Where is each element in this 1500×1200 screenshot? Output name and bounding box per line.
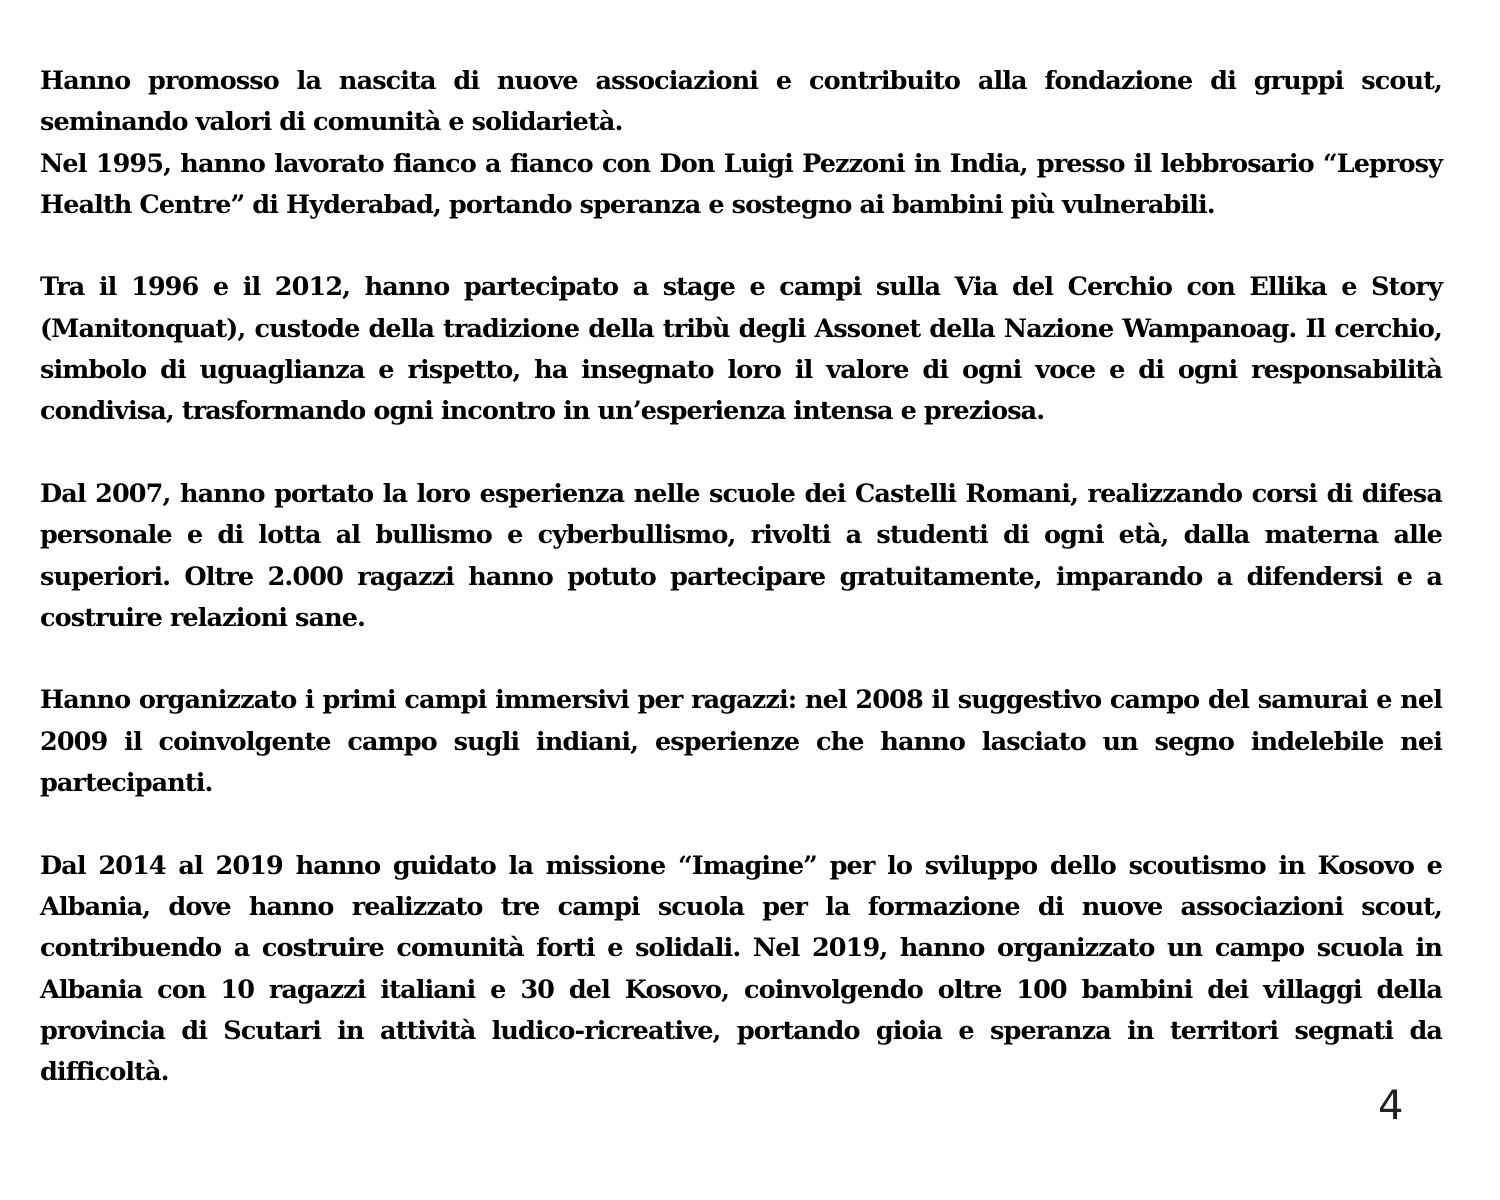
page-number: 4	[1378, 1083, 1404, 1129]
paragraph-associations: Hanno promosso la nascita di nuove associazioni e contribuito alla fondazione di gruppi scout, seminando valori di comunità e solidarietà.	[40, 66, 1442, 138]
body-text	[40, 61, 1442, 1093]
paragraph-india-1995: Nel 1995, hanno lavorato fianco a fianco con Don Luigi Pezzoni in India, presso il lebbrosario “Leprosy Health Centre” di Hyderabad, portando speranza e sostegno ai bambini più vulnerabili.	[40, 148, 1442, 220]
paragraph-immersive-camps: Hanno organizzato i primi campi immersivi per ragazzi: nel 2008 il suggestivo campo del samurai e nel 2009 il coinvolgente campo sugli indiani, esperienze che hanno lasciato un segno indelebile nei partecipanti.	[40, 685, 1442, 799]
paragraph-imagine-mission: Dal 2014 al 2019 hanno guidato la missione “Imagine” per lo sviluppo dello scoutismo in Kosovo e Albania, dove hanno realizzato tre campi scuola per la formazione di nuove associazioni scout, contribuendo a costruire comunità forti e solidali. Nel 2019, hanno organizzato un campo scuola in Albania con 10 ragazzi italiani e 30 del Kosovo, coinvolgendo oltre 100 bambini dei villaggi della provincia di Scutari in attività ludico-ricreative, portando gioia e speranza in territori segnati da difficoltà.	[40, 850, 1442, 1088]
paragraph-via-del-cerchio: Tra il 1996 e il 2012, hanno partecipato a stage e campi sulla Via del Cerchio con Ellika e Story (Manitonquat), custode della tradizione della tribù degli Assonet della Nazione Wampanoag. Il cerchio, simbolo di uguaglianza e rispetto, ha insegnato loro il valore di ogni voce e di ogni responsabilità condivisa, trasformando ogni incontro in un’esperienza intensa e preziosa.	[40, 272, 1442, 427]
paragraph-schools-2007: Dal 2007, hanno portato la loro esperienza nelle scuole dei Castelli Romani, realizzando corsi di difesa personale e di lotta al bullismo e cyberbullismo, rivolti a studenti di ogni età, dalla materna alle superiori. Oltre 2.000 ragazzi hanno potuto partecipare gratuitamente, imparando a difendersi e a costruire relazioni sane.	[40, 478, 1442, 633]
